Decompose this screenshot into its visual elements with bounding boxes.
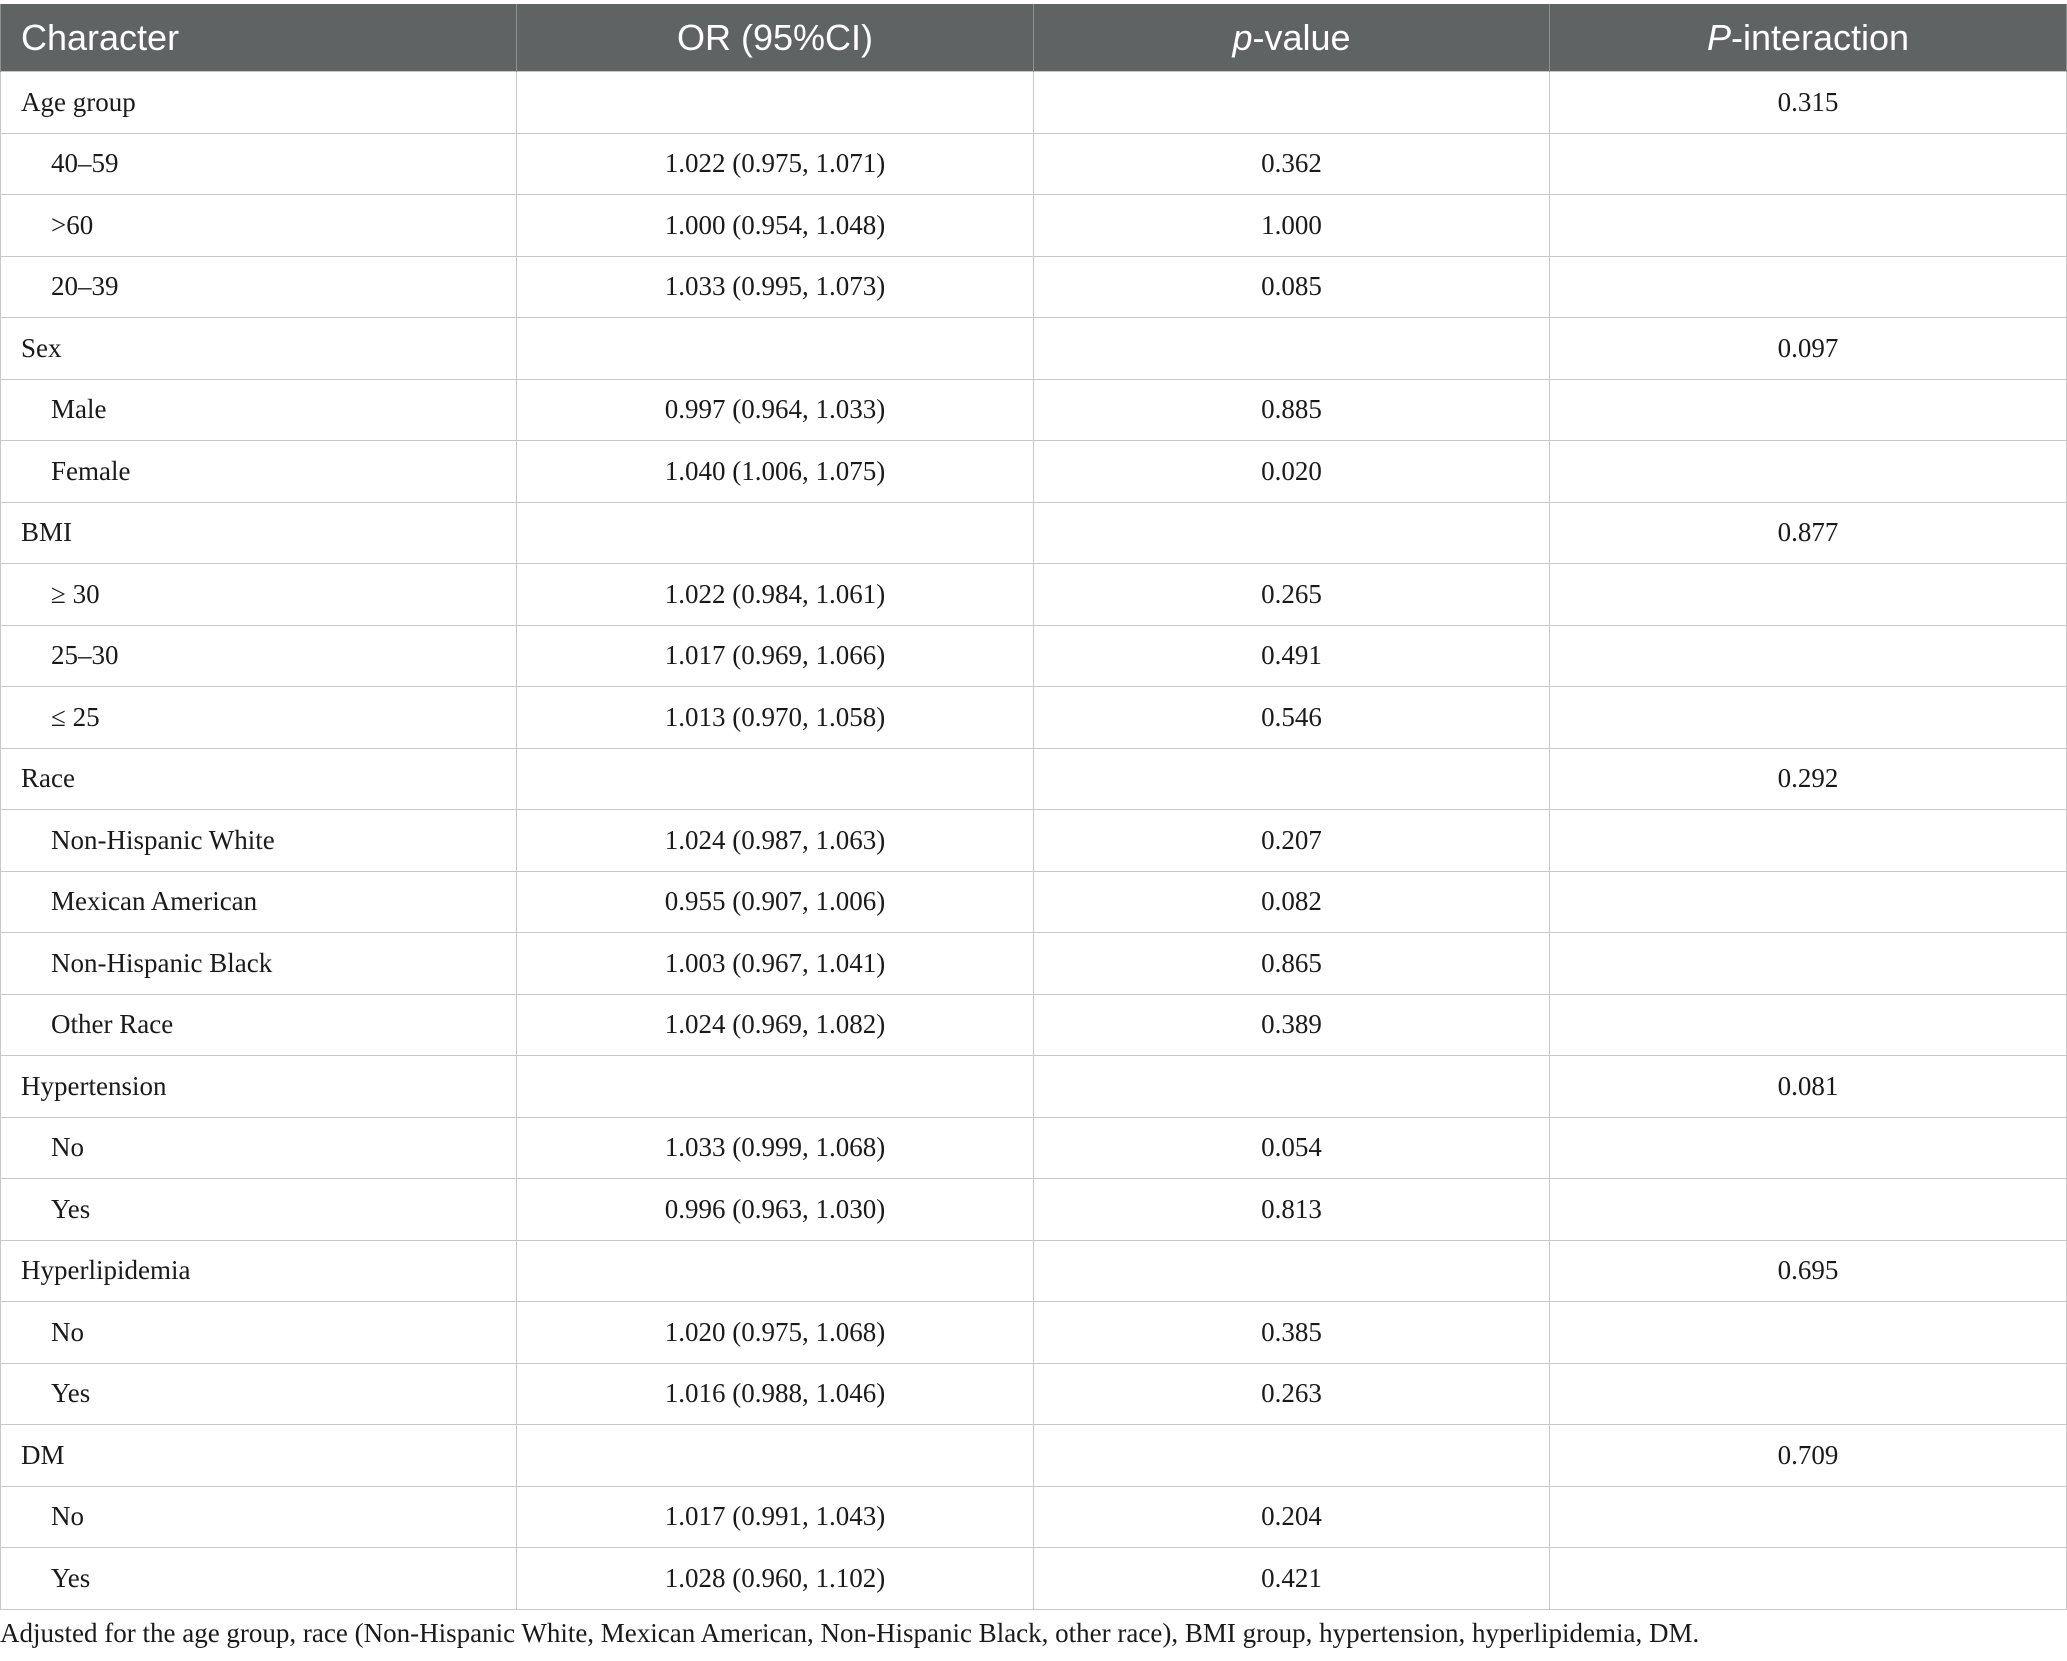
table-row-group <box>1 318 2067 380</box>
cell-p-interaction <box>1550 994 2067 1056</box>
cell-p-value: 0.389 <box>1034 994 1550 1056</box>
cell-or-ci: 1.028 (0.960, 1.102) <box>517 1548 1034 1610</box>
cell-or-ci: 1.013 (0.970, 1.058) <box>517 687 1034 749</box>
header-p-value <box>1034 4 1550 72</box>
cell-p-value: 1.000 <box>1034 195 1550 257</box>
cell-character: Yes <box>1 1363 517 1425</box>
cell-character: BMI <box>1 502 517 564</box>
cell-p-interaction: 0.709 <box>1550 1425 2067 1487</box>
cell-p-interaction: 0.097 <box>1550 318 2067 380</box>
table-row-group <box>1 502 2067 564</box>
cell-or-ci: 1.017 (0.991, 1.043) <box>517 1486 1034 1548</box>
cell-p-interaction <box>1550 687 2067 749</box>
subgroup-table-container <box>0 4 2067 1610</box>
table-row-subgroup <box>1 687 2067 749</box>
cell-or-ci <box>517 1240 1034 1302</box>
table-row-subgroup <box>1 933 2067 995</box>
cell-or-ci <box>517 1425 1034 1487</box>
cell-p-interaction: 0.877 <box>1550 502 2067 564</box>
cell-character: 40–59 <box>1 133 517 195</box>
table-row-subgroup <box>1 1363 2067 1425</box>
cell-character: ≤ 25 <box>1 687 517 749</box>
table-row-subgroup <box>1 379 2067 441</box>
cell-or-ci: 1.003 (0.967, 1.041) <box>517 933 1034 995</box>
cell-p-value: 0.385 <box>1034 1302 1550 1364</box>
cell-p-interaction <box>1550 441 2067 503</box>
header-p-rest: -value <box>1252 16 1351 58</box>
cell-p-value <box>1034 1240 1550 1302</box>
cell-p-value: 0.204 <box>1034 1486 1550 1548</box>
table-footnote: Adjusted for the age group, race (Non-Hispanic White, Mexican American, Non-Hispanic Black, other race), BMI group, hypertension, hyperlipidemia, DM. <box>0 1618 1700 1648</box>
cell-p-value: 0.546 <box>1034 687 1550 749</box>
table-row-subgroup <box>1 1179 2067 1241</box>
cell-p-value: 0.054 <box>1034 1117 1550 1179</box>
cell-p-interaction: 0.081 <box>1550 1056 2067 1118</box>
table-row-subgroup <box>1 1548 2067 1610</box>
cell-or-ci: 1.022 (0.984, 1.061) <box>517 564 1034 626</box>
cell-character: Yes <box>1 1179 517 1241</box>
cell-or-ci <box>517 72 1034 134</box>
cell-p-value: 0.263 <box>1034 1363 1550 1425</box>
cell-p-value: 0.265 <box>1034 564 1550 626</box>
header-pint-italic: P <box>1706 16 1731 58</box>
cell-or-ci: 1.024 (0.987, 1.063) <box>517 810 1034 872</box>
cell-p-interaction <box>1550 133 2067 195</box>
cell-p-interaction <box>1550 1548 2067 1610</box>
table-row-subgroup <box>1 195 2067 257</box>
cell-p-value: 0.813 <box>1034 1179 1550 1241</box>
subgroup-analysis-table <box>0 4 2067 1610</box>
header-p-italic: p <box>1232 16 1253 58</box>
cell-or-ci <box>517 748 1034 810</box>
cell-or-ci: 1.017 (0.969, 1.066) <box>517 625 1034 687</box>
cell-character: Male <box>1 379 517 441</box>
cell-character: Hyperlipidemia <box>1 1240 517 1302</box>
cell-p-interaction <box>1550 1302 2067 1364</box>
cell-p-value <box>1034 1056 1550 1118</box>
cell-p-interaction <box>1550 564 2067 626</box>
cell-or-ci: 1.024 (0.969, 1.082) <box>517 994 1034 1056</box>
cell-or-ci <box>517 318 1034 380</box>
cell-p-value <box>1034 748 1550 810</box>
cell-p-interaction <box>1550 933 2067 995</box>
cell-character: Non-Hispanic White <box>1 810 517 872</box>
cell-p-interaction: 0.695 <box>1550 1240 2067 1302</box>
cell-p-value: 0.082 <box>1034 871 1550 933</box>
table-row-subgroup <box>1 994 2067 1056</box>
table-row-subgroup <box>1 1302 2067 1364</box>
cell-character: ≥ 30 <box>1 564 517 626</box>
table-row-subgroup <box>1 256 2067 318</box>
cell-p-value: 0.491 <box>1034 625 1550 687</box>
table-header <box>1 4 2067 72</box>
table-row-group <box>1 1240 2067 1302</box>
cell-character: Race <box>1 748 517 810</box>
cell-p-value <box>1034 72 1550 134</box>
cell-character: 25–30 <box>1 625 517 687</box>
cell-p-value <box>1034 318 1550 380</box>
cell-or-ci <box>517 502 1034 564</box>
cell-character: Mexican American <box>1 871 517 933</box>
cell-p-value: 0.885 <box>1034 379 1550 441</box>
header-or: OR (95%CI) <box>517 4 1034 72</box>
cell-p-interaction <box>1550 1363 2067 1425</box>
cell-character: Female <box>1 441 517 503</box>
header-character: Character <box>1 4 517 72</box>
cell-p-interaction <box>1550 871 2067 933</box>
header-p-interaction <box>1550 4 2067 72</box>
cell-p-interaction <box>1550 625 2067 687</box>
cell-p-interaction <box>1550 1486 2067 1548</box>
cell-character: No <box>1 1117 517 1179</box>
cell-or-ci: 1.020 (0.975, 1.068) <box>517 1302 1034 1364</box>
cell-p-value: 0.865 <box>1034 933 1550 995</box>
cell-character: DM <box>1 1425 517 1487</box>
cell-or-ci: 0.955 (0.907, 1.006) <box>517 871 1034 933</box>
table-row-subgroup <box>1 625 2067 687</box>
cell-p-interaction <box>1550 1179 2067 1241</box>
cell-character: 20–39 <box>1 256 517 318</box>
cell-character: No <box>1 1302 517 1364</box>
cell-or-ci <box>517 1056 1034 1118</box>
table-row-group <box>1 1425 2067 1487</box>
cell-p-value: 0.020 <box>1034 441 1550 503</box>
cell-character: Sex <box>1 318 517 380</box>
cell-character: >60 <box>1 195 517 257</box>
table-row-subgroup <box>1 871 2067 933</box>
table-row-subgroup <box>1 441 2067 503</box>
header-pint-rest: -interaction <box>1730 16 1910 58</box>
cell-p-interaction: 0.292 <box>1550 748 2067 810</box>
table-row-subgroup <box>1 1486 2067 1548</box>
cell-p-interaction: 0.315 <box>1550 72 2067 134</box>
cell-p-value: 0.421 <box>1034 1548 1550 1610</box>
cell-character: No <box>1 1486 517 1548</box>
table-row-subgroup <box>1 1117 2067 1179</box>
table-row-subgroup <box>1 133 2067 195</box>
cell-character: Other Race <box>1 994 517 1056</box>
cell-character: Hypertension <box>1 1056 517 1118</box>
cell-p-interaction <box>1550 256 2067 318</box>
cell-or-ci: 1.033 (0.995, 1.073) <box>517 256 1034 318</box>
cell-p-interaction <box>1550 379 2067 441</box>
cell-or-ci: 0.996 (0.963, 1.030) <box>517 1179 1034 1241</box>
cell-p-value <box>1034 1425 1550 1487</box>
cell-or-ci: 1.033 (0.999, 1.068) <box>517 1117 1034 1179</box>
table-row-group <box>1 72 2067 134</box>
cell-p-value <box>1034 502 1550 564</box>
cell-or-ci: 1.000 (0.954, 1.048) <box>517 195 1034 257</box>
table-row-subgroup <box>1 810 2067 872</box>
table-row-group <box>1 748 2067 810</box>
cell-p-interaction <box>1550 1117 2067 1179</box>
header-row <box>1 4 2067 72</box>
cell-p-value: 0.362 <box>1034 133 1550 195</box>
cell-character: Yes <box>1 1548 517 1610</box>
cell-or-ci: 1.040 (1.006, 1.075) <box>517 441 1034 503</box>
cell-p-value: 0.085 <box>1034 256 1550 318</box>
cell-or-ci: 0.997 (0.964, 1.033) <box>517 379 1034 441</box>
cell-or-ci: 1.022 (0.975, 1.071) <box>517 133 1034 195</box>
cell-character: Age group <box>1 72 517 134</box>
table-row-subgroup <box>1 564 2067 626</box>
cell-character: Non-Hispanic Black <box>1 933 517 995</box>
cell-p-value: 0.207 <box>1034 810 1550 872</box>
table-body <box>1 72 2067 1610</box>
cell-p-interaction <box>1550 195 2067 257</box>
table-row-group <box>1 1056 2067 1118</box>
cell-p-interaction <box>1550 810 2067 872</box>
cell-or-ci: 1.016 (0.988, 1.046) <box>517 1363 1034 1425</box>
